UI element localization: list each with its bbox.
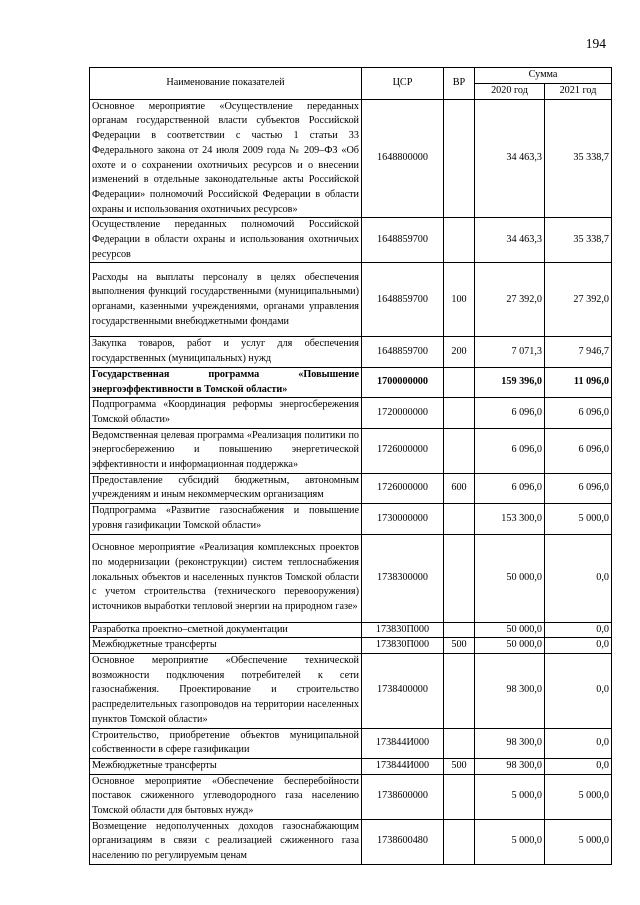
row-name: Разработка проектно–сметной документации xyxy=(90,622,362,638)
row-2021-amount: 0,0 xyxy=(545,653,612,728)
header-name: Наименование показателей xyxy=(90,68,362,100)
budget-table xyxy=(89,67,612,865)
table-row xyxy=(90,218,612,263)
table-header xyxy=(90,68,612,100)
row-csr: 1720000000 xyxy=(362,398,444,428)
table-row xyxy=(90,99,612,218)
table-row xyxy=(90,819,612,864)
row-2021-amount: 35 338,7 xyxy=(545,218,612,263)
row-csr: 173830П000 xyxy=(362,638,444,654)
row-2021-amount: 0,0 xyxy=(545,758,612,774)
table-row xyxy=(90,728,612,758)
row-2020-amount: 34 463,3 xyxy=(475,218,545,263)
row-name: Закупка товаров, работ и услуг для обеспечения государственных (муниципальных) нужд xyxy=(90,337,362,367)
table-row xyxy=(90,367,612,397)
row-csr: 1700000000 xyxy=(362,367,444,397)
row-name: Межбюджетные трансферты xyxy=(90,638,362,654)
row-2021-amount: 7 946,7 xyxy=(545,337,612,367)
row-vr xyxy=(444,218,475,263)
row-2021-amount: 0,0 xyxy=(545,622,612,638)
table-row xyxy=(90,473,612,503)
table-row xyxy=(90,263,612,337)
row-csr: 1648859700 xyxy=(362,263,444,337)
row-name: Основное мероприятие «Обеспечение технической возможности подключения потребителей к сети газоснабжения. Проектирование и строительство распределительных газопроводов на территории населенных пунктов Томской области» xyxy=(90,653,362,728)
row-2020-amount: 98 300,0 xyxy=(475,653,545,728)
row-name: Предоставление субсидий бюджетным, автономным учреждениям и иным некоммерческим организациям xyxy=(90,473,362,503)
row-vr: 100 xyxy=(444,263,475,337)
row-vr xyxy=(444,367,475,397)
row-vr xyxy=(444,728,475,758)
table-row xyxy=(90,337,612,367)
header-csr: ЦСР xyxy=(362,68,444,100)
table-row xyxy=(90,534,612,622)
row-2020-amount: 5 000,0 xyxy=(475,819,545,864)
row-2020-amount: 50 000,0 xyxy=(475,638,545,654)
row-2021-amount: 5 000,0 xyxy=(545,819,612,864)
row-2020-amount: 6 096,0 xyxy=(475,398,545,428)
row-2020-amount: 27 392,0 xyxy=(475,263,545,337)
row-csr: 1648859700 xyxy=(362,218,444,263)
table-row xyxy=(90,428,612,473)
row-vr xyxy=(444,774,475,819)
row-csr: 1730000000 xyxy=(362,504,444,534)
row-name: Расходы на выплаты персоналу в целях обеспечения выполнения функций государственными (муниципальными) органами, казенными учреждениями, органами управления государственными внебюджетными фондами xyxy=(90,263,362,337)
row-2021-amount: 0,0 xyxy=(545,638,612,654)
row-2021-amount: 6 096,0 xyxy=(545,428,612,473)
row-name: Государственная программа «Повышение энергоэффективности в Томской области» xyxy=(90,367,362,397)
row-name: Подпрограмма «Координация реформы энергосбережения Томской области» xyxy=(90,398,362,428)
row-vr: 500 xyxy=(444,758,475,774)
row-2020-amount: 6 096,0 xyxy=(475,473,545,503)
row-vr: 500 xyxy=(444,638,475,654)
row-vr xyxy=(444,504,475,534)
row-name: Основное мероприятие «Осуществление переданных органам государственной власти субъектов Российской Федерации в соответствии с частью 1 статьи 33 Федерального закона от 24 июля 2009 года № 209–ФЗ «Об охоте и о сохранении охотничьих ресурсов и о внесении изменений в отдельные законодательные акты Российской Федерации» полномочий Российской Федерации в области охраны и использования охотничьих ресурсов» xyxy=(90,99,362,218)
row-name: Строительство, приобретение объектов муниципальной собственности в сфере газификации xyxy=(90,728,362,758)
row-2020-amount: 50 000,0 xyxy=(475,622,545,638)
row-2020-amount: 6 096,0 xyxy=(475,428,545,473)
row-csr: 173844И000 xyxy=(362,728,444,758)
row-2020-amount: 5 000,0 xyxy=(475,774,545,819)
row-2021-amount: 6 096,0 xyxy=(545,398,612,428)
header-sum: Сумма xyxy=(475,68,612,84)
row-vr xyxy=(444,534,475,622)
row-csr: 1738300000 xyxy=(362,534,444,622)
row-2020-amount: 159 396,0 xyxy=(475,367,545,397)
row-csr: 1738600480 xyxy=(362,819,444,864)
row-name: Ведомственная целевая программа «Реализация политики по энергосбережению и повышению энергетической эффективности и информационная поддержка» xyxy=(90,428,362,473)
row-name: Подпрограмма «Развитие газоснабжения и повышение уровня газификации Томской области» xyxy=(90,504,362,534)
row-2021-amount: 27 392,0 xyxy=(545,263,612,337)
row-vr: 600 xyxy=(444,473,475,503)
table-row xyxy=(90,398,612,428)
row-2021-amount: 0,0 xyxy=(545,534,612,622)
row-name: Осуществление переданных полномочий Российской Федерации в области охраны и использования охотничьих ресурсов xyxy=(90,218,362,263)
row-2020-amount: 153 300,0 xyxy=(475,504,545,534)
row-csr: 1726000000 xyxy=(362,473,444,503)
row-vr xyxy=(444,428,475,473)
row-csr: 1738400000 xyxy=(362,653,444,728)
row-csr: 1726000000 xyxy=(362,428,444,473)
row-csr: 173830П000 xyxy=(362,622,444,638)
row-vr xyxy=(444,653,475,728)
row-vr xyxy=(444,99,475,218)
table-row xyxy=(90,622,612,638)
table-row xyxy=(90,504,612,534)
row-csr: 1648859700 xyxy=(362,337,444,367)
row-2020-amount: 7 071,3 xyxy=(475,337,545,367)
table-row xyxy=(90,758,612,774)
table-row xyxy=(90,653,612,728)
header-year-2021: 2021 год xyxy=(545,84,612,100)
row-2020-amount: 98 300,0 xyxy=(475,728,545,758)
row-vr xyxy=(444,398,475,428)
table-row xyxy=(90,774,612,819)
table-body xyxy=(90,99,612,864)
header-year-2020: 2020 год xyxy=(475,84,545,100)
row-2021-amount: 5 000,0 xyxy=(545,774,612,819)
row-2021-amount: 11 096,0 xyxy=(545,367,612,397)
header-vr: ВР xyxy=(444,68,475,100)
row-2021-amount: 6 096,0 xyxy=(545,473,612,503)
row-vr xyxy=(444,622,475,638)
row-csr: 1648800000 xyxy=(362,99,444,218)
row-2020-amount: 34 463,3 xyxy=(475,99,545,218)
row-name: Межбюджетные трансферты xyxy=(90,758,362,774)
table-row xyxy=(90,638,612,654)
row-2021-amount: 35 338,7 xyxy=(545,99,612,218)
row-name: Основное мероприятие «Реализация комплексных проектов по модернизации (реконструкции) систем теплоснабжения локальных объектов и населенных пунктов Томской области с учетом строительства (технического перевооружения) источников выработки тепловой энергии на природном газе» xyxy=(90,534,362,622)
row-2020-amount: 98 300,0 xyxy=(475,758,545,774)
row-vr: 200 xyxy=(444,337,475,367)
row-vr xyxy=(444,819,475,864)
row-csr: 173844И000 xyxy=(362,758,444,774)
row-2021-amount: 0,0 xyxy=(545,728,612,758)
row-2021-amount: 5 000,0 xyxy=(545,504,612,534)
row-2020-amount: 50 000,0 xyxy=(475,534,545,622)
row-name: Возмещение недополученных доходов газоснабжающим организациям в связи с реализацией сжиженного газа населению по регулируемым ценам xyxy=(90,819,362,864)
row-csr: 1738600000 xyxy=(362,774,444,819)
page-number: 194 xyxy=(585,36,606,51)
row-name: Основное мероприятие «Обеспечение бесперебойности поставок сжиженного углеводородного газа населению Томской области для бытовых нужд» xyxy=(90,774,362,819)
